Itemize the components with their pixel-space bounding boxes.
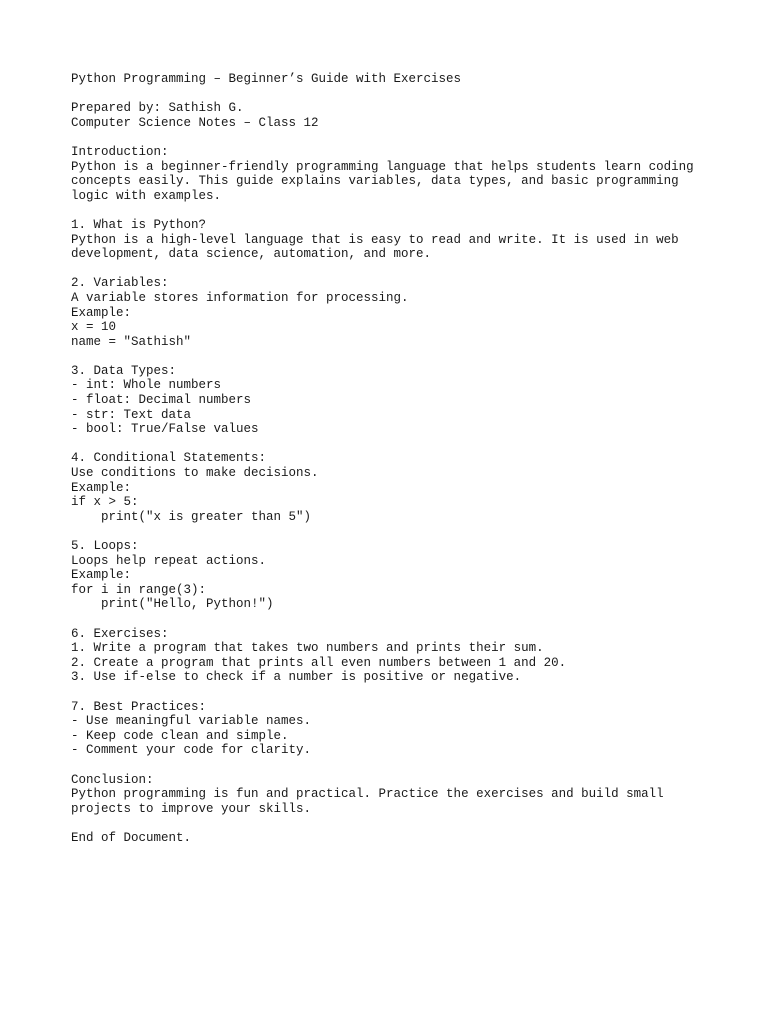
- section-conditional-statements: [71, 451, 751, 524]
- spacer: [71, 262, 751, 277]
- section-loops: [71, 539, 751, 612]
- section-line: Example:: [71, 480, 132, 495]
- introduction-line: concepts easily. This guide explains variables, data types, and basic programming: [71, 174, 679, 189]
- conclusion-line: Python programming is fun and practical. Practice the exercises and build small: [71, 787, 664, 802]
- end-of-document: End of Document.: [71, 830, 192, 845]
- list-item: 1. Write a program that takes two numbers and prints their sum.: [71, 641, 544, 656]
- spacer: [71, 203, 751, 218]
- code-line: print("x is greater than 5"): [71, 509, 312, 524]
- spacer: [71, 524, 751, 539]
- code-line: x = 10: [71, 320, 117, 335]
- spacer: [71, 87, 751, 102]
- list-item: - Keep code clean and simple.: [71, 728, 289, 743]
- list-item: - bool: True/False values: [71, 422, 259, 437]
- section-line: Loops help repeat actions.: [71, 553, 267, 568]
- spacer: [71, 612, 751, 627]
- introduction-section: [71, 145, 751, 203]
- section-line: Example:: [71, 568, 132, 583]
- prepared-by: Prepared by: Sathish G.: [71, 101, 244, 116]
- section-exercises: [71, 627, 751, 685]
- section-what-is-python: [71, 218, 751, 262]
- code-line: print("Hello, Python!"): [71, 597, 274, 612]
- section-line: development, data science, automation, and more.: [71, 247, 432, 262]
- list-item: - float: Decimal numbers: [71, 393, 252, 408]
- section-heading: 4. Conditional Statements:: [71, 451, 267, 466]
- spacer: [71, 758, 751, 773]
- section-heading: 2. Variables:: [71, 276, 169, 291]
- section-line: A variable stores information for processing.: [71, 290, 409, 305]
- section-heading: 7. Best Practices:: [71, 699, 207, 714]
- document-page: [71, 72, 751, 845]
- list-item: - Use meaningful variable names.: [71, 714, 312, 729]
- section-heading: 3. Data Types:: [71, 363, 177, 378]
- introduction-line: Python is a beginner-friendly programming language that helps students learn coding: [71, 159, 694, 174]
- introduction-heading: Introduction:: [71, 144, 169, 159]
- spacer: [71, 349, 751, 364]
- section-data-types: [71, 364, 751, 437]
- section-line: Example:: [71, 305, 132, 320]
- code-line: for i in range(3):: [71, 582, 207, 597]
- section-variables: [71, 276, 751, 349]
- spacer: [71, 685, 751, 700]
- list-item: - int: Whole numbers: [71, 378, 222, 393]
- spacer: [71, 130, 751, 145]
- section-heading: 5. Loops:: [71, 539, 139, 553]
- list-item: 2. Create a program that prints all even numbers between 1 and 20.: [71, 655, 567, 670]
- conclusion-section: [71, 773, 751, 817]
- conclusion-heading: Conclusion:: [71, 772, 154, 787]
- code-line: name = "Sathish": [71, 334, 192, 349]
- code-line: if x > 5:: [71, 495, 139, 510]
- document-title: Python Programming – Beginner’s Guide with Exercises: [71, 72, 462, 86]
- list-item: - Comment your code for clarity.: [71, 743, 312, 758]
- section-best-practices: [71, 700, 751, 758]
- course-label: Computer Science Notes – Class 12: [71, 115, 319, 130]
- conclusion-line: projects to improve your skills.: [71, 801, 312, 816]
- section-heading: 1. What is Python?: [71, 217, 207, 232]
- spacer: [71, 816, 751, 831]
- section-heading: 6. Exercises:: [71, 626, 169, 641]
- list-item: 3. Use if-else to check if a number is positive or negative.: [71, 670, 522, 685]
- list-item: - str: Text data: [71, 407, 192, 422]
- section-line: Use conditions to make decisions.: [71, 466, 319, 481]
- spacer: [71, 437, 751, 452]
- section-line: Python is a high-level language that is easy to read and write. It is used in web: [71, 232, 679, 247]
- introduction-line: logic with examples.: [71, 188, 222, 203]
